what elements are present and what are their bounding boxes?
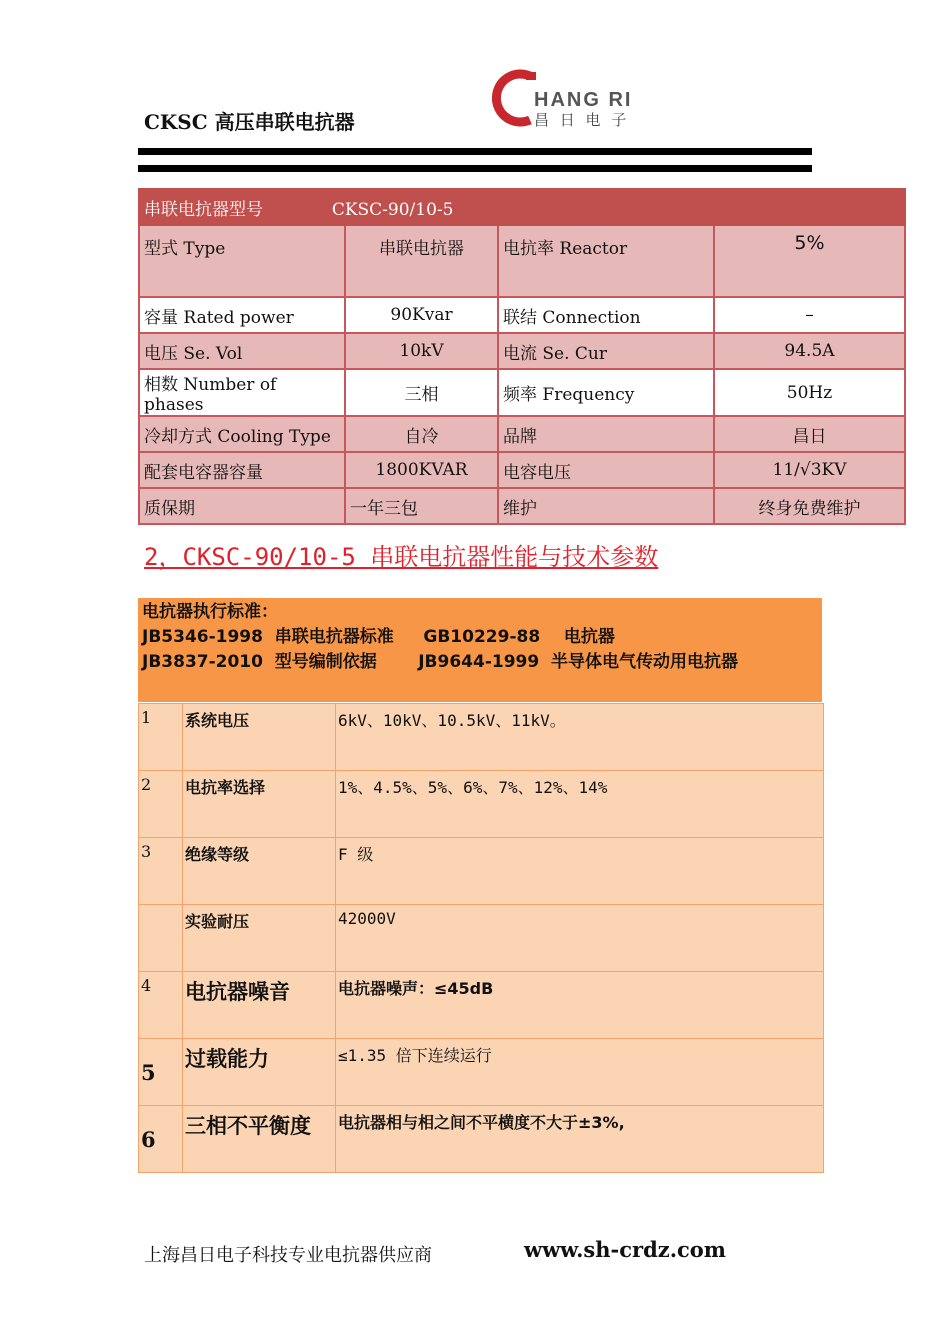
standards-box <box>138 598 822 702</box>
table-row: 6 三相不平衡度 电抗器相与相之间不平横度不大于±3%, <box>139 1106 824 1173</box>
company-logo <box>486 68 658 128</box>
svg-text:昌 日 电 子: 昌 日 电 子 <box>534 111 630 128</box>
header-rule-thick <box>138 148 812 155</box>
model-value: CKSC-90/10-5 <box>331 199 454 220</box>
spec-row-capacitor: 配套电容器容量 1800KVAR 电容电压 11/√3KV <box>139 452 905 488</box>
table-row: 5 过载能力 ≤1.35 倍下连续运行 <box>139 1039 824 1106</box>
footer-company: 上海昌日电子科技专业电抗器供应商 <box>144 1245 432 1266</box>
document-title: CKSC 高压串联电抗器 <box>144 110 355 134</box>
spec-table <box>138 188 906 525</box>
standards-line-2: JB3837-2010 型号编制依据 JB9644-1999 半导体电气传动用电抗器 <box>142 652 739 672</box>
spec-header-row <box>139 189 905 225</box>
performance-table <box>138 703 824 1173</box>
section-heading: 2，CKSC-90/10-5 串联电抗器性能与技术参数 <box>144 543 659 571</box>
spec-row-phases: 相数 Number of phases 三相 频率 Frequency 50Hz <box>139 369 905 416</box>
standards-line-1: JB5346-1998 串联电抗器标准 GB10229-88 电抗器 <box>142 627 615 647</box>
spec-row-power: 容量 Rated power 90Kvar 联结 Connection – <box>139 297 905 333</box>
header-rule-thin <box>138 165 812 172</box>
table-row: 2 电抗率选择 1%、4.5%、5%、6%、7%、12%、14% <box>139 771 824 838</box>
table-row: 3 绝缘等级 F 级 <box>139 838 824 905</box>
table-row: 1 系统电压 6kV、10kV、10.5kV、11kV。 <box>139 704 824 771</box>
table-row: 4 电抗器噪音 电抗器噪声：≤45dB <box>139 972 824 1039</box>
spec-row-cooling: 冷却方式 Cooling Type 自冷 品牌 昌日 <box>139 416 905 452</box>
footer-url[interactable]: www.sh-crdz.com <box>524 1237 727 1262</box>
spec-row-voltage: 电压 Se. Vol 10kV 电流 Se. Cur 94.5A <box>139 333 905 369</box>
spec-row-type: 型式 Type 串联电抗器 电抗率 Reactor 5% <box>139 225 905 297</box>
model-label: 串联电抗器型号 <box>144 199 263 220</box>
table-row: 实验耐压 42000V <box>139 905 824 972</box>
spec-row-warranty: 质保期 一年三包 维护 终身免费维护 <box>139 488 905 524</box>
standards-title: 电抗器执行标准： <box>142 602 278 622</box>
svg-text:HANG RI: HANG RI <box>534 89 633 111</box>
